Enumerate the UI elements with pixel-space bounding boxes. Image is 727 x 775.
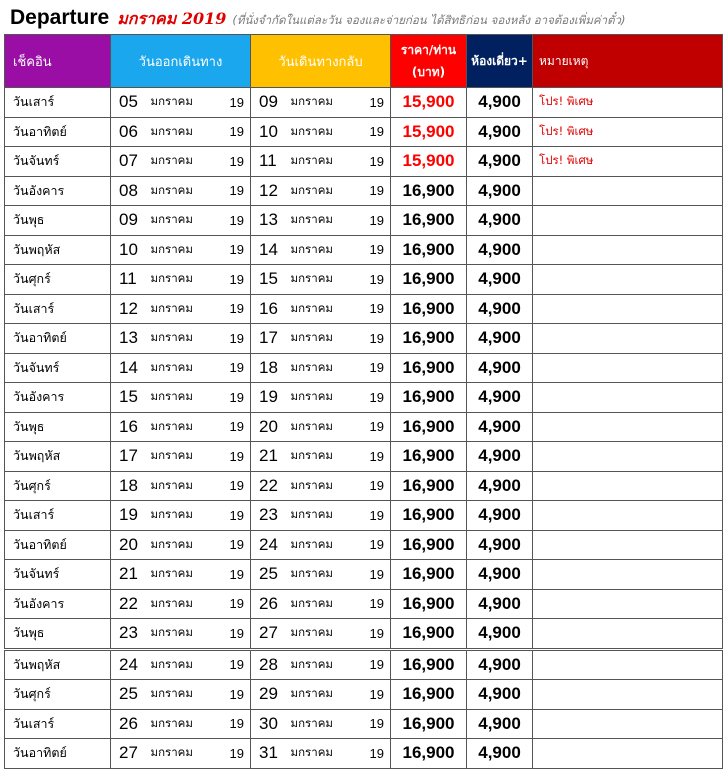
return-month: มกราคม bbox=[285, 294, 355, 324]
depart-month: มกราคม bbox=[145, 501, 215, 531]
return-day-number: 25 bbox=[251, 560, 285, 590]
return-day-number: 14 bbox=[251, 235, 285, 265]
price: 16,900 bbox=[391, 324, 467, 354]
return-day-number: 11 bbox=[251, 147, 285, 177]
checkin-day: วันศุกร์ bbox=[5, 265, 111, 295]
depart-month: มกราคม bbox=[145, 530, 215, 560]
return-day-number: 20 bbox=[251, 412, 285, 442]
depart-year: 19 bbox=[215, 324, 251, 354]
return-month: มกราคม bbox=[285, 739, 355, 769]
depart-month: มกราคม bbox=[145, 117, 215, 147]
return-day-number: 30 bbox=[251, 709, 285, 739]
table-row bbox=[5, 560, 723, 590]
price: 16,900 bbox=[391, 412, 467, 442]
remark bbox=[533, 709, 723, 739]
return-day-number: 26 bbox=[251, 589, 285, 619]
remark bbox=[533, 649, 723, 680]
price: 16,900 bbox=[391, 471, 467, 501]
price: 16,900 bbox=[391, 530, 467, 560]
return-year: 19 bbox=[355, 649, 391, 680]
title-main: Departure bbox=[10, 6, 110, 29]
table-row bbox=[5, 265, 723, 295]
checkin-day: วันเสาร์ bbox=[5, 88, 111, 118]
return-year: 19 bbox=[355, 383, 391, 413]
single-supplement: 4,900 bbox=[467, 324, 533, 354]
depart-day-number: 24 bbox=[111, 649, 145, 680]
return-month: มกราคม bbox=[285, 147, 355, 177]
single-supplement: 4,900 bbox=[467, 176, 533, 206]
return-day-number: 09 bbox=[251, 88, 285, 118]
page-title bbox=[10, 6, 625, 32]
return-day-number: 18 bbox=[251, 353, 285, 383]
table-row bbox=[5, 442, 723, 472]
depart-day-number: 12 bbox=[111, 294, 145, 324]
depart-year: 19 bbox=[215, 530, 251, 560]
depart-month: มกราคม bbox=[145, 147, 215, 177]
price: 15,900 bbox=[391, 147, 467, 177]
depart-year: 19 bbox=[215, 88, 251, 118]
table-row bbox=[5, 649, 723, 680]
remark bbox=[533, 353, 723, 383]
return-year: 19 bbox=[355, 560, 391, 590]
header-price-line2: (บาท) bbox=[411, 65, 446, 79]
return-day-number: 16 bbox=[251, 294, 285, 324]
return-year: 19 bbox=[355, 147, 391, 177]
return-month: มกราคม bbox=[285, 619, 355, 650]
return-year: 19 bbox=[355, 265, 391, 295]
remark bbox=[533, 235, 723, 265]
return-month: มกราคม bbox=[285, 442, 355, 472]
depart-day-number: 23 bbox=[111, 619, 145, 650]
return-year: 19 bbox=[355, 709, 391, 739]
depart-day-number: 22 bbox=[111, 589, 145, 619]
depart-year: 19 bbox=[215, 294, 251, 324]
return-day-number: 15 bbox=[251, 265, 285, 295]
single-supplement: 4,900 bbox=[467, 117, 533, 147]
return-month: มกราคม bbox=[285, 265, 355, 295]
checkin-day: วันจันทร์ bbox=[5, 147, 111, 177]
table-row bbox=[5, 147, 723, 177]
price: 16,900 bbox=[391, 709, 467, 739]
remark bbox=[533, 530, 723, 560]
table-row bbox=[5, 680, 723, 710]
price: 16,900 bbox=[391, 265, 467, 295]
table-row bbox=[5, 471, 723, 501]
single-supplement: 4,900 bbox=[467, 530, 533, 560]
table-row bbox=[5, 709, 723, 739]
remark bbox=[533, 265, 723, 295]
depart-day-number: 14 bbox=[111, 353, 145, 383]
depart-month: มกราคม bbox=[145, 324, 215, 354]
return-day-number: 31 bbox=[251, 739, 285, 769]
depart-month: มกราคม bbox=[145, 680, 215, 710]
remark: โปร! พิเศษ bbox=[533, 88, 723, 118]
price: 16,900 bbox=[391, 294, 467, 324]
depart-year: 19 bbox=[215, 560, 251, 590]
price: 16,900 bbox=[391, 176, 467, 206]
return-day-number: 17 bbox=[251, 324, 285, 354]
depart-year: 19 bbox=[215, 117, 251, 147]
return-day-number: 22 bbox=[251, 471, 285, 501]
depart-day-number: 09 bbox=[111, 206, 145, 236]
return-year: 19 bbox=[355, 412, 391, 442]
table-row bbox=[5, 353, 723, 383]
depart-day-number: 15 bbox=[111, 383, 145, 413]
depart-day-number: 16 bbox=[111, 412, 145, 442]
return-day-number: 29 bbox=[251, 680, 285, 710]
depart-year: 19 bbox=[215, 649, 251, 680]
single-supplement: 4,900 bbox=[467, 619, 533, 650]
depart-year: 19 bbox=[215, 235, 251, 265]
remark bbox=[533, 206, 723, 236]
price: 16,900 bbox=[391, 501, 467, 531]
return-year: 19 bbox=[355, 176, 391, 206]
return-day-number: 28 bbox=[251, 649, 285, 680]
single-supplement: 4,900 bbox=[467, 383, 533, 413]
remark bbox=[533, 619, 723, 650]
depart-day-number: 18 bbox=[111, 471, 145, 501]
depart-month: มกราคม bbox=[145, 235, 215, 265]
depart-month: มกราคม bbox=[145, 412, 215, 442]
return-year: 19 bbox=[355, 739, 391, 769]
table-row bbox=[5, 501, 723, 531]
return-month: มกราคม bbox=[285, 560, 355, 590]
single-supplement: 4,900 bbox=[467, 294, 533, 324]
return-day-number: 24 bbox=[251, 530, 285, 560]
depart-month: มกราคม bbox=[145, 88, 215, 118]
remark bbox=[533, 412, 723, 442]
depart-month: มกราคม bbox=[145, 560, 215, 590]
single-supplement: 4,900 bbox=[467, 739, 533, 769]
checkin-day: วันอังคาร bbox=[5, 383, 111, 413]
table-row bbox=[5, 294, 723, 324]
depart-day-number: 08 bbox=[111, 176, 145, 206]
depart-month: มกราคม bbox=[145, 294, 215, 324]
return-day-number: 13 bbox=[251, 206, 285, 236]
return-day-number: 23 bbox=[251, 501, 285, 531]
single-supplement: 4,900 bbox=[467, 589, 533, 619]
depart-year: 19 bbox=[215, 471, 251, 501]
checkin-day: วันอาทิตย์ bbox=[5, 739, 111, 769]
remark bbox=[533, 589, 723, 619]
price: 16,900 bbox=[391, 206, 467, 236]
depart-day-number: 10 bbox=[111, 235, 145, 265]
table-row bbox=[5, 739, 723, 769]
price: 16,900 bbox=[391, 560, 467, 590]
checkin-day: วันอาทิตย์ bbox=[5, 117, 111, 147]
single-supplement: 4,900 bbox=[467, 680, 533, 710]
checkin-day: วันอังคาร bbox=[5, 589, 111, 619]
title-month: มกราคม 2019 bbox=[117, 9, 227, 28]
return-month: มกราคม bbox=[285, 649, 355, 680]
return-month: มกราคม bbox=[285, 235, 355, 265]
remark bbox=[533, 471, 723, 501]
return-year: 19 bbox=[355, 589, 391, 619]
price: 15,900 bbox=[391, 117, 467, 147]
depart-month: มกราคม bbox=[145, 176, 215, 206]
depart-year: 19 bbox=[215, 147, 251, 177]
price: 16,900 bbox=[391, 383, 467, 413]
checkin-day: วันเสาร์ bbox=[5, 709, 111, 739]
checkin-day: วันเสาร์ bbox=[5, 294, 111, 324]
depart-year: 19 bbox=[215, 501, 251, 531]
depart-day-number: 05 bbox=[111, 88, 145, 118]
remark bbox=[533, 680, 723, 710]
return-month: มกราคม bbox=[285, 176, 355, 206]
header-remark: หมายเหตุ bbox=[533, 35, 723, 88]
return-month: มกราคม bbox=[285, 680, 355, 710]
checkin-day: วันพฤหัส bbox=[5, 442, 111, 472]
price: 16,900 bbox=[391, 235, 467, 265]
depart-year: 19 bbox=[215, 412, 251, 442]
table-row bbox=[5, 206, 723, 236]
return-month: มกราคม bbox=[285, 324, 355, 354]
header-price bbox=[391, 35, 467, 88]
single-supplement: 4,900 bbox=[467, 147, 533, 177]
return-month: มกราคม bbox=[285, 206, 355, 236]
single-supplement: 4,900 bbox=[467, 206, 533, 236]
checkin-day: วันเสาร์ bbox=[5, 501, 111, 531]
return-month: มกราคม bbox=[285, 353, 355, 383]
remark bbox=[533, 501, 723, 531]
depart-month: มกราคม bbox=[145, 265, 215, 295]
remark: โปร! พิเศษ bbox=[533, 117, 723, 147]
depart-day-number: 11 bbox=[111, 265, 145, 295]
checkin-day: วันพุธ bbox=[5, 619, 111, 650]
remark bbox=[533, 383, 723, 413]
depart-day-number: 06 bbox=[111, 117, 145, 147]
depart-month: มกราคม bbox=[145, 471, 215, 501]
return-year: 19 bbox=[355, 88, 391, 118]
remark bbox=[533, 442, 723, 472]
price: 16,900 bbox=[391, 680, 467, 710]
single-supplement: 4,900 bbox=[467, 649, 533, 680]
depart-year: 19 bbox=[215, 383, 251, 413]
return-year: 19 bbox=[355, 680, 391, 710]
depart-month: มกราคม bbox=[145, 739, 215, 769]
depart-month: มกราคม bbox=[145, 383, 215, 413]
return-year: 19 bbox=[355, 353, 391, 383]
return-day-number: 21 bbox=[251, 442, 285, 472]
checkin-day: วันพฤหัส bbox=[5, 235, 111, 265]
depart-year: 19 bbox=[215, 265, 251, 295]
return-day-number: 12 bbox=[251, 176, 285, 206]
single-supplement: 4,900 bbox=[467, 471, 533, 501]
table-row bbox=[5, 412, 723, 442]
return-year: 19 bbox=[355, 442, 391, 472]
header-checkin: เช็คอิน bbox=[5, 35, 111, 88]
depart-day-number: 13 bbox=[111, 324, 145, 354]
depart-day-number: 25 bbox=[111, 680, 145, 710]
return-year: 19 bbox=[355, 619, 391, 650]
depart-day-number: 26 bbox=[111, 709, 145, 739]
checkin-day: วันศุกร์ bbox=[5, 471, 111, 501]
table-row bbox=[5, 235, 723, 265]
remark bbox=[533, 176, 723, 206]
return-year: 19 bbox=[355, 471, 391, 501]
single-supplement: 4,900 bbox=[467, 88, 533, 118]
checkin-day: วันพุธ bbox=[5, 206, 111, 236]
checkin-day: วันจันทร์ bbox=[5, 560, 111, 590]
checkin-day: วันอาทิตย์ bbox=[5, 324, 111, 354]
depart-month: มกราคม bbox=[145, 206, 215, 236]
depart-day-number: 17 bbox=[111, 442, 145, 472]
price: 16,900 bbox=[391, 619, 467, 650]
remark bbox=[533, 294, 723, 324]
depart-day-number: 27 bbox=[111, 739, 145, 769]
single-supplement: 4,900 bbox=[467, 501, 533, 531]
depart-year: 19 bbox=[215, 619, 251, 650]
price: 16,900 bbox=[391, 739, 467, 769]
price: 16,900 bbox=[391, 589, 467, 619]
return-month: มกราคม bbox=[285, 117, 355, 147]
remark: โปร! พิเศษ bbox=[533, 147, 723, 177]
return-day-number: 19 bbox=[251, 383, 285, 413]
depart-day-number: 07 bbox=[111, 147, 145, 177]
return-year: 19 bbox=[355, 235, 391, 265]
checkin-day: วันอาทิตย์ bbox=[5, 530, 111, 560]
depart-month: มกราคม bbox=[145, 649, 215, 680]
header-return: วันเดินทางกลับ bbox=[251, 35, 391, 88]
depart-year: 19 bbox=[215, 709, 251, 739]
single-supplement: 4,900 bbox=[467, 709, 533, 739]
depart-day-number: 21 bbox=[111, 560, 145, 590]
depart-month: มกราคม bbox=[145, 619, 215, 650]
title-note: (ที่นั่งจำกัดในแต่ละวัน จองและจ่ายก่อน ได้สิทธิก่อน จองหลัง อาจต้องเพิ่มค่าตั๋ว) bbox=[232, 13, 626, 27]
return-day-number: 10 bbox=[251, 117, 285, 147]
checkin-day: วันจันทร์ bbox=[5, 353, 111, 383]
checkin-day: วันพุธ bbox=[5, 412, 111, 442]
table-row bbox=[5, 589, 723, 619]
remark bbox=[533, 324, 723, 354]
return-month: มกราคม bbox=[285, 471, 355, 501]
departure-table bbox=[4, 34, 723, 769]
return-year: 19 bbox=[355, 117, 391, 147]
checkin-day: วันศุกร์ bbox=[5, 680, 111, 710]
header-single: ห้องเดี่ยว+ bbox=[467, 35, 533, 88]
table-body bbox=[5, 88, 723, 769]
header-price-line1: ราคา/ท่าน bbox=[400, 43, 457, 57]
table-row bbox=[5, 619, 723, 650]
depart-month: มกราคม bbox=[145, 709, 215, 739]
single-supplement: 4,900 bbox=[467, 353, 533, 383]
table-row bbox=[5, 117, 723, 147]
depart-month: มกราคม bbox=[145, 353, 215, 383]
return-year: 19 bbox=[355, 501, 391, 531]
table-row bbox=[5, 88, 723, 118]
single-supplement: 4,900 bbox=[467, 265, 533, 295]
checkin-day: วันพฤหัส bbox=[5, 649, 111, 680]
checkin-day: วันอังคาร bbox=[5, 176, 111, 206]
table-row bbox=[5, 176, 723, 206]
depart-year: 19 bbox=[215, 353, 251, 383]
price: 16,900 bbox=[391, 442, 467, 472]
price: 16,900 bbox=[391, 649, 467, 680]
return-year: 19 bbox=[355, 324, 391, 354]
depart-year: 19 bbox=[215, 680, 251, 710]
header-row bbox=[5, 35, 723, 88]
return-year: 19 bbox=[355, 294, 391, 324]
return-month: มกราคม bbox=[285, 589, 355, 619]
return-day-number: 27 bbox=[251, 619, 285, 650]
price: 15,900 bbox=[391, 88, 467, 118]
return-month: มกราคม bbox=[285, 383, 355, 413]
header-depart: วันออกเดินทาง bbox=[111, 35, 251, 88]
return-month: มกราคม bbox=[285, 501, 355, 531]
return-month: มกราคม bbox=[285, 412, 355, 442]
return-year: 19 bbox=[355, 530, 391, 560]
return-month: มกราคม bbox=[285, 530, 355, 560]
single-supplement: 4,900 bbox=[467, 442, 533, 472]
single-supplement: 4,900 bbox=[467, 412, 533, 442]
table-row bbox=[5, 530, 723, 560]
single-supplement: 4,900 bbox=[467, 235, 533, 265]
depart-day-number: 19 bbox=[111, 501, 145, 531]
depart-year: 19 bbox=[215, 442, 251, 472]
return-year: 19 bbox=[355, 206, 391, 236]
table-row bbox=[5, 383, 723, 413]
depart-year: 19 bbox=[215, 176, 251, 206]
price: 16,900 bbox=[391, 353, 467, 383]
depart-month: มกราคม bbox=[145, 442, 215, 472]
depart-year: 19 bbox=[215, 206, 251, 236]
remark bbox=[533, 739, 723, 769]
depart-year: 19 bbox=[215, 739, 251, 769]
return-month: มกราคม bbox=[285, 709, 355, 739]
depart-day-number: 20 bbox=[111, 530, 145, 560]
depart-month: มกราคม bbox=[145, 589, 215, 619]
depart-year: 19 bbox=[215, 589, 251, 619]
table-row bbox=[5, 324, 723, 354]
return-month: มกราคม bbox=[285, 88, 355, 118]
remark bbox=[533, 560, 723, 590]
single-supplement: 4,900 bbox=[467, 560, 533, 590]
